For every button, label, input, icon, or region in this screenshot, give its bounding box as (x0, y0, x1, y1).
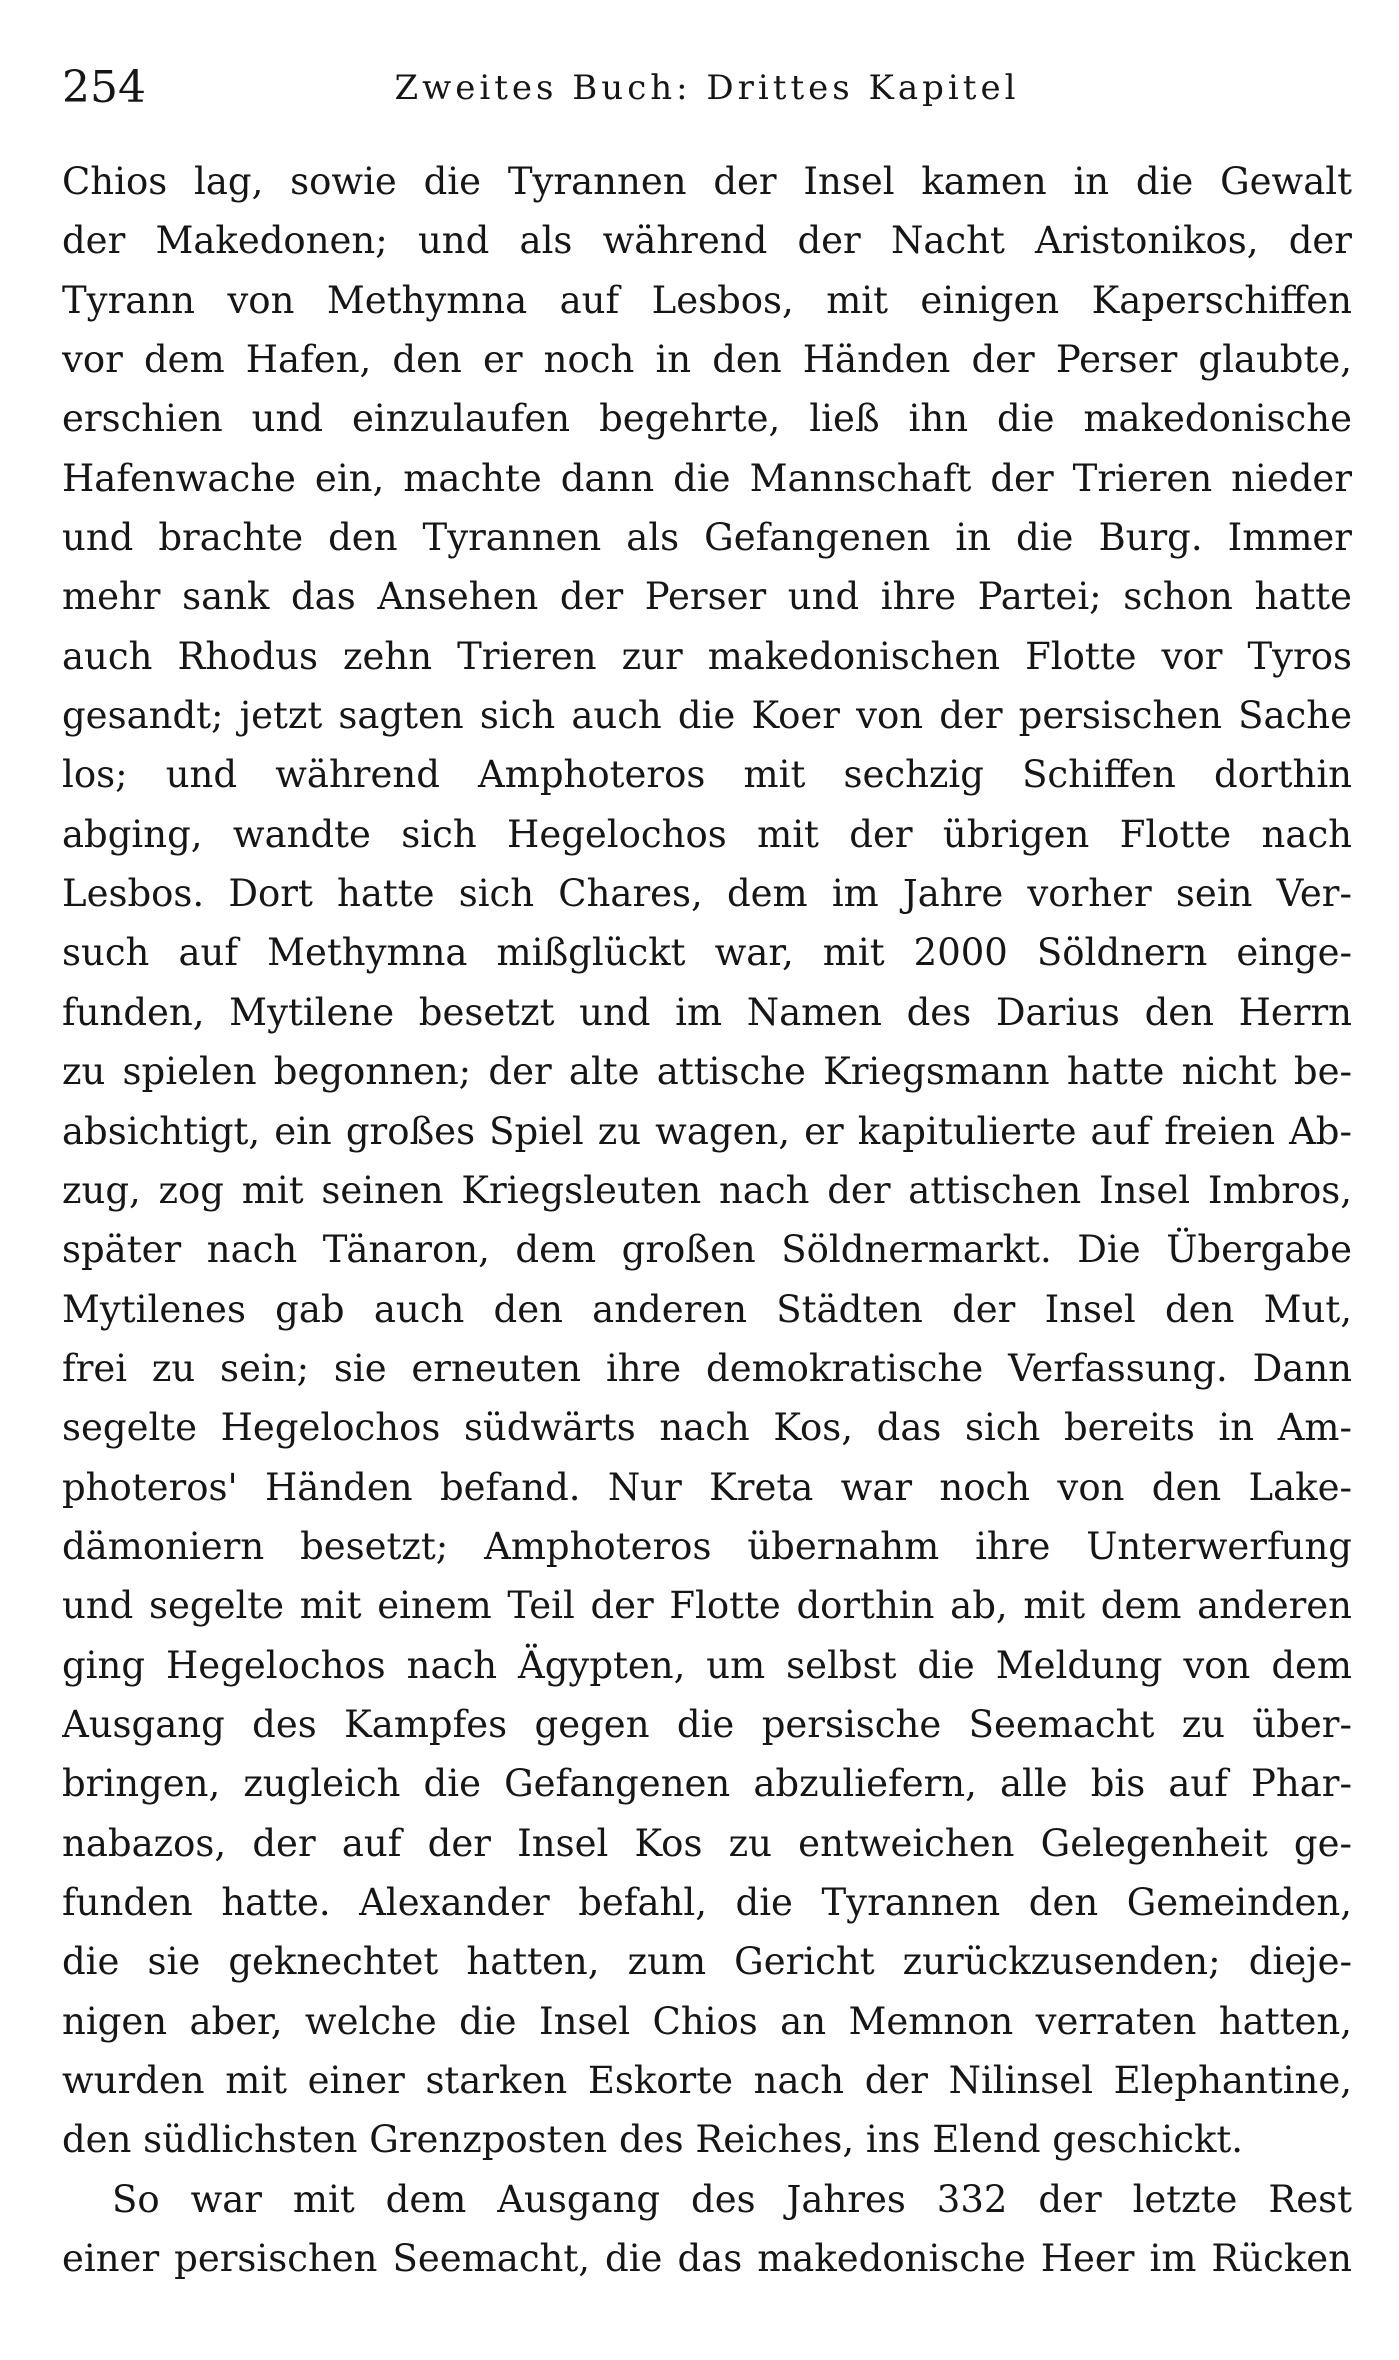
text-line: photeros' Händen befand. Nur Kreta war noch von den Lake- (62, 1465, 1352, 1509)
page-number: 254 (62, 62, 146, 113)
text-line: der Makedonen; und als während der Nacht Aristonikos, der (62, 219, 1352, 263)
text-line: Tyrann von Methymna auf Lesbos, mit einigen Kaperschiffen (62, 278, 1352, 322)
text-line: einer persischen Seemacht, die das makedonische Heer im Rücken (62, 2237, 1352, 2281)
text-line: Mytilenes gab auch den anderen Städten der Insel den Mut, (62, 1287, 1352, 1331)
text-line: wurden mit einer starken Eskorte nach der Nilinsel Elephantine, (62, 2059, 1352, 2102)
text-line: später nach Tänaron, dem großen Söldnermarkt. Die Übergabe (62, 1228, 1352, 1272)
page-header (62, 58, 1352, 118)
text-line: zug, zog mit seinen Kriegsleuten nach der attischen Insel Imbros, (62, 1168, 1352, 1212)
text-line: dämoniern besetzt; Amphoteros übernahm ihre Unterwerfung (62, 1524, 1352, 1568)
text-line: absichtigt, ein großes Spiel zu wagen, er kapitulierte auf freien Ab- (62, 1109, 1352, 1153)
text-line: gesandt; jetzt sagten sich auch die Koer von der persischen Sache (62, 694, 1352, 738)
text-line: und segelte mit einem Teil der Flotte dorthin ab, mit dem anderen (62, 1584, 1352, 1628)
text-line: Lesbos. Dort hatte sich Chares, dem im Jahre vorher sein Ver- (62, 872, 1352, 916)
text-line: vor dem Hafen, den er noch in den Händen der Perser glaubte, (62, 338, 1352, 382)
text-line: such auf Methymna mißglückt war, mit 2000 Söldnern einge- (62, 931, 1352, 975)
text-line: bringen, zugleich die Gefangenen abzuliefern, alle bis auf Phar- (62, 1762, 1352, 1806)
text-line: segelte Hegelochos südwärts nach Kos, das sich bereits in Am- (62, 1406, 1352, 1450)
text-line: erschien und einzulaufen begehrte, ließ ihn die makedonische (62, 397, 1352, 441)
text-line: Chios lag, sowie die Tyrannen der Insel kamen in die Gewalt (62, 160, 1352, 203)
text-line: zu spielen begonnen; der alte attische Kriegsmann hatte nicht be- (62, 1050, 1352, 1094)
text-line: nabazos, der auf der Insel Kos zu entweichen Gelegenheit ge- (62, 1821, 1352, 1865)
body-text (62, 152, 1352, 2288)
text-line: los; und während Amphoteros mit sechzig Schiffen dorthin (62, 753, 1352, 797)
text-line: und brachte den Tyrannen als Gefangenen in die Burg. Immer (62, 516, 1352, 560)
text-line: mehr sank das Ansehen der Perser und ihre Partei; schon hatte (62, 575, 1352, 619)
text-line: funden hatte. Alexander befahl, die Tyrannen den Gemeinden, (62, 1880, 1352, 1924)
paragraph-start-line: So war mit dem Ausgang des Jahres 332 der letzte Rest (112, 2177, 1352, 2221)
text-line: auch Rhodus zehn Trieren zur makedonischen Flotte vor Tyros (62, 634, 1352, 678)
text-line: die sie geknechtet hatten, zum Gericht zurückzusenden; dieje- (62, 1940, 1352, 1984)
text-line: ging Hegelochos nach Ägypten, um selbst die Meldung von dem (62, 1643, 1352, 1687)
paragraph-end-line: den südlichsten Grenzposten des Reiches, ins Elend geschickt. (62, 2118, 1244, 2162)
text-line: Hafenwache ein, machte dann die Mannschaft der Trieren nieder (62, 456, 1352, 500)
text-line: Ausgang des Kampfes gegen die persische Seemacht zu über- (62, 1702, 1352, 1746)
text-line: nigen aber, welche die Insel Chios an Memnon verraten hatten, (62, 1999, 1352, 2043)
text-line: frei zu sein; sie erneuten ihre demokratische Verfassung. Dann (62, 1346, 1352, 1390)
running-head: Zweites Buch: Drittes Kapitel (394, 68, 1020, 108)
text-line: abging, wandte sich Hegelochos mit der übrigen Flotte nach (62, 812, 1352, 856)
text-line: funden, Mytilene besetzt und im Namen des Darius den Herrn (62, 990, 1352, 1034)
